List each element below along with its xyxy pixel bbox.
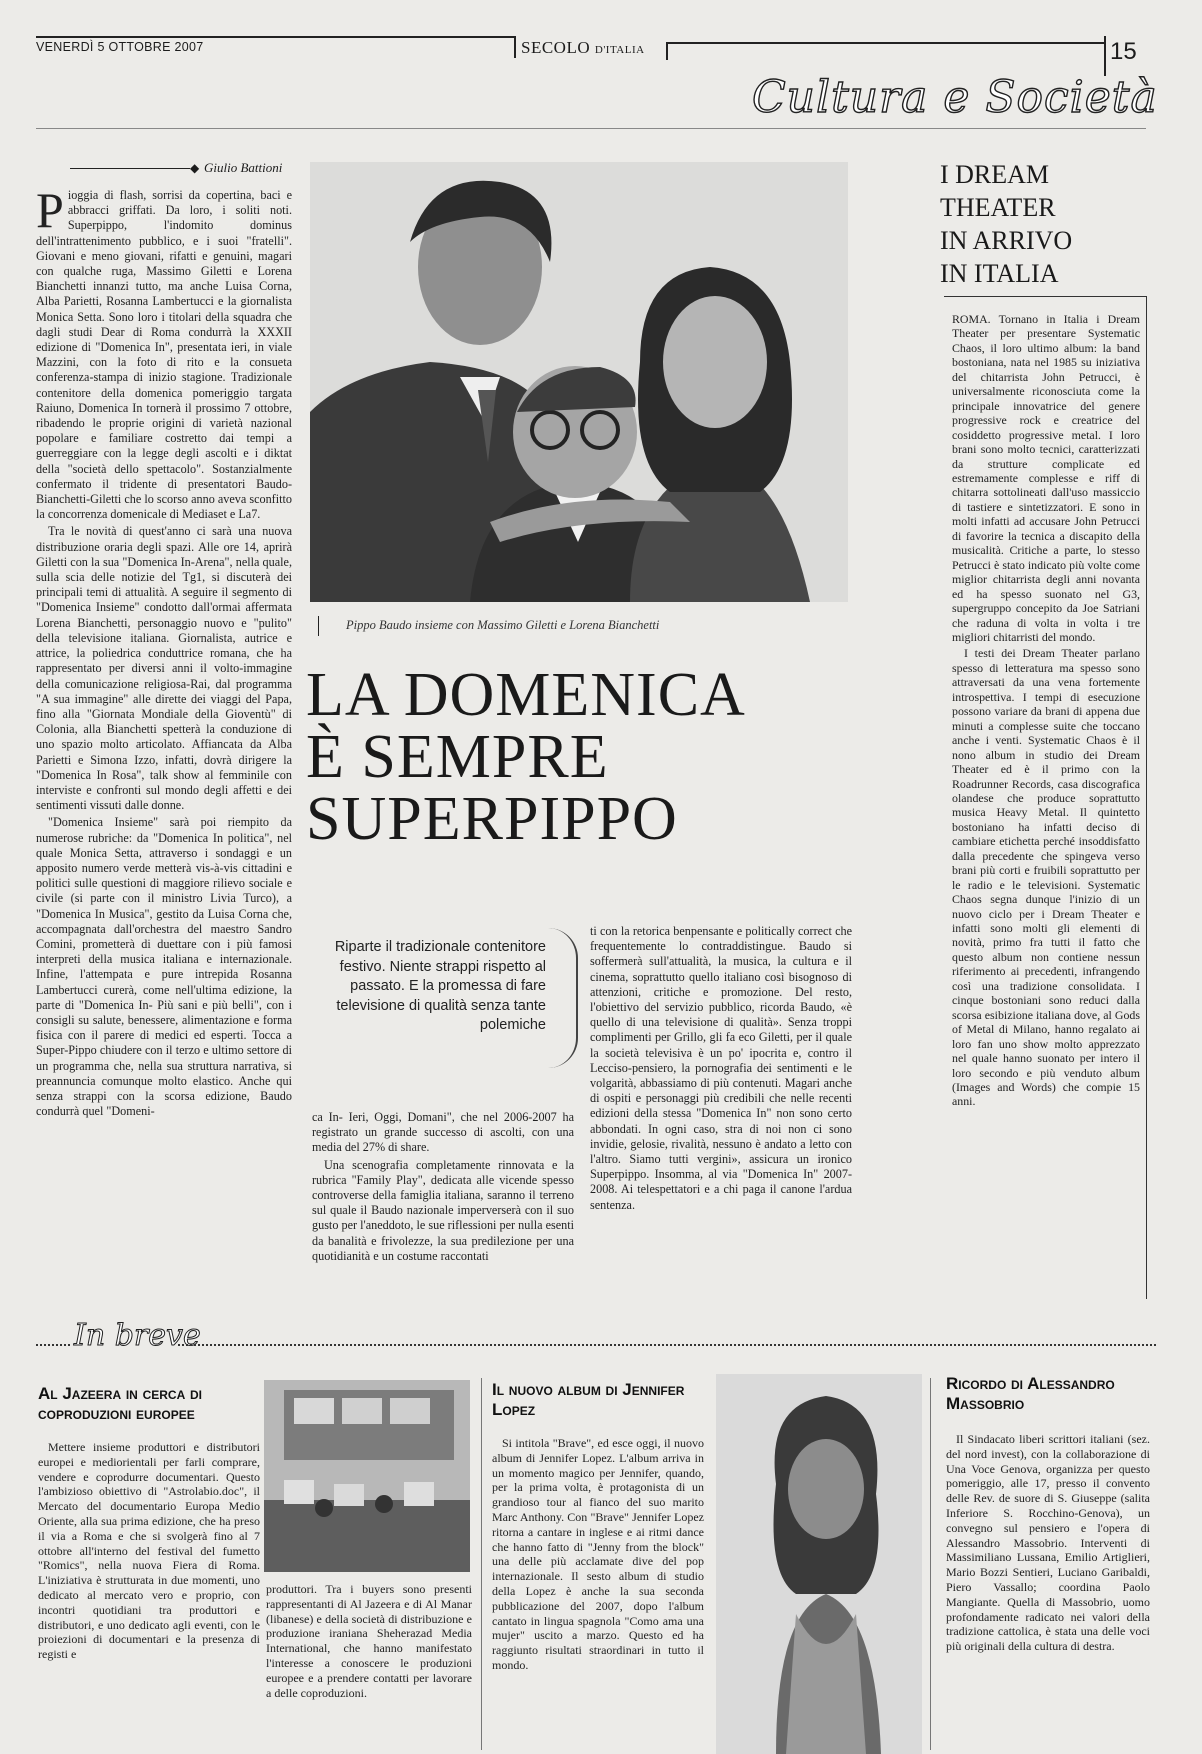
jennifer-lopez-photo-art [716, 1374, 922, 1754]
brief-text: Il Sindacato liberi scrittori italiani (sez. del nord invest), con la collaborazione di Una Voce Genova, organizza per questo pomeriggio, alle 17, presso il convento delle Rev. de suore di S. Giuseppe (salita Inferiore S. Rocchino-Genova), un convegno sul pensiero e l'opera di Alessandro Massobrio. Interventi di Massimiliano Lussana, Emilio Artiglieri, Mario Bozzi Sentieri, Luciano Garibaldi, Piero Vassallo; coordina Paolo Mangiante. Quella di Massobrio, uomo profondamente radicato nei valori della tradizione cattolica, è stata una delle voci più originali della cultura di destra. [946, 1432, 1150, 1654]
side-article-text [952, 312, 1140, 1297]
newsroom-photo-art [264, 1380, 470, 1572]
headline-line: LA DOMENICA [306, 661, 746, 729]
brief-divider [930, 1378, 931, 1750]
article-paragraph: Tra le novità di quest'anno ci sarà una nuova distribuzione oraria degli spazi. Alle ore 14, aprirà Giletti con la sua "Domenica In-Arena", nella quale, sulla scia delle notizie del Tg1, si discuterà dei principali temi di attualità. A seguire il segmento di "Domenica Insieme" condotto dall'ormai affermata Lorena Bianchetti, personaggio nuovo e "pulito" della televisione italiana. Giornalista, autrice e attrice, la poliedrica conduttrice romana, che ha rappresentato per diversi anni il volto-immagine della comunicazione religiosa-Rai, dal programma "A sua immagine" alle dirette dei viaggi del Papa, fino alla "Giornata Mondiale della Gioventù" di Colonia, alla Bianchetti spetterà la conduzione di uno spazio molto articolato. Affiancata da Alba Parietti e Simona Izzo, infatti, dovrà dirigere la "Domenica In Rosa", talk show al femminile con interviste e confronti sul mondo degli affetti e dei sentimenti vissuti dalle donne. [36, 524, 292, 813]
article-paragraph: ti con la retorica benpensante e politically correct che frequentemente lo contraddistingue. Baudo si soffermerà sull'attualità, la musica, la cultura e il cinema, soprattutto quello italiano così bisognoso di attenzioni, critiche e promozione. Del resto, l'obiettivo del servizio pubblico, ricorda Baudo, «è quello di una televisione di qualità». Senza troppi complimenti per Grillo, gli fa eco Giletti, per il quale la società televisiva è un po' ipocrita e, contro il Lecciso-pensiero, la pornografia dei sentimenti e le volgarità, abbassiamo di più contenuti. Magari anche di ospiti e personaggi più credibili che nelle recenti edizioni della stessa "Domenica In" non sono certo abbondati. In ogni caso, stra di noi non ci sono invidie, gelosie, rivalità, nessuno è andato a letto con l'altro. Siamo tutti vergini», assicura un ironico Superpippo. Insomma, al via "Domenica In" 2007-2008. Ai telespettatori e a chi paga il canone l'ardua sentenza. [590, 924, 852, 1212]
newsroom-photo [264, 1380, 470, 1572]
in-breve-rule-left [36, 1344, 70, 1346]
article-paragraph: Una scenografia completamente rinnovata e la rubrica "Family Play", dedicata alle vicende spesso controverse della famiglia italiana, saranno il terreno sul quale il Baudo nazionale imperverserà con il suo gusto per l'aneddoto, le sue riflessioni per nulla esenti da banalità e frivolezze, la sua predilezione per una quotidianità e un costume raccontati [312, 1157, 574, 1263]
in-breve-rule-right [178, 1344, 1156, 1346]
standfirst-bracket [548, 928, 578, 1068]
page-number: 15 [1110, 38, 1137, 65]
author-marker: ◆ [190, 161, 200, 175]
jennifer-lopez-photo [716, 1374, 922, 1754]
main-article-column-2 [312, 1110, 574, 1290]
masthead-divider-2 [666, 42, 668, 60]
side-paragraph-text: Tornano in Italia i Dream Theater per presentare Systematic Chaos, il loro ultimo album: la band bostoniana, nata nel 1985 su iniziativa del chitarrista John Petrucci, è universalmente riconosciuta come la principale innovatrice del genere progressive rock e creatrice del cosiddetto progressive metal. I loro brani sono molto tecnici, caratterizzati da strutture complicate ed estremamente complesse e riff di chitarra sottolineati dall'uso massiccio di tastiere e sintetizzatori. E sono in molti infatti ad accusare John Petrucci di favorire la tecnica a discapito della musicalità. Critiche a parte, lo stesso Petrucci è stato indicato più volte come miglior chitarrista degli anni novanta ed ha spesso suonato nel G3, supergruppo concepito da Joe Satriani che raduna di volta in volta i tre migliori chitarristi del mondo. [952, 312, 1140, 644]
headline-line: SUPERPIPPO [306, 785, 678, 853]
side-dateline: ROMA. [952, 312, 991, 326]
masthead-rule-right [668, 42, 1104, 44]
paper-name-main: SECOLO [521, 38, 591, 57]
masthead-date: VENERDÌ 5 OTTOBRE 2007 [36, 40, 204, 54]
section-title: Cultura e Società [752, 72, 1158, 123]
main-article-column-3 [590, 924, 852, 1290]
side-headline-line: THEATER [940, 193, 1056, 222]
brief-headline: Al Jazeera in cerca di coproduzioni europee [38, 1384, 202, 1423]
drop-cap: P [36, 188, 64, 238]
side-headline-line: IN ITALIA [940, 259, 1059, 288]
side-paragraph: I testi dei Dream Theater parlano spesso di letteratura ma spesso sono attraversati da una vena fortemente introspettiva. I tempi di esecuzione possono variare da brani di appena due minuti a complesse suite che toccano anche i venti. Systematic Chaos è il nono album in studio dei Dream Theater ed è il primo con la Roadrunner Records, casa discografica olandese che produce soprattutto musica Heavy Metal. Il quintetto bostoniano ha infatti deciso di cambiare etichetta perché insoddisfatto dalla precedente che spingeva verso brani più corti e fruibili soprattutto per le radio e le televisioni. Systematic Chaos segna dunque l'inizio di un nuovo ciclo per i Dream Theater e infatti sono molti gli elementi di novità, primo fra tutti il fatto che questo album non contiene nessun riferimento ai precedenti, infrangendo così una tradizione consolidata. I cinque bostoniani sono reduci dalla scorsa esibizione italiana dove, al Gods of Metal di Milano, hanno regalato ai loro fan uno show molto apprezzato nel quale hanno suonato per intero il loro secondo e più venduto album (Images and Words) che compie 15 anni. [952, 646, 1140, 1109]
caption-mark [318, 616, 319, 636]
brief-headline: Ricordo di Alessandro Massobrio [946, 1374, 1115, 1413]
article-author: Giulio Battioni [204, 160, 283, 175]
brief-text: Mettere insieme produttori e distributori europei e mediorientali per farli comprare, vendere e coprodurre documentari. Questo l'ambizioso obiettivo di "Astrolabio.doc", il Mercato del documentario Europa Medio Oriente, alla sua prima edizione, che ha preso il via a Roma e che si svolgerà fino al 7 ottobre all'interno del festival del fumetto "Romics", nella nuova Fiera di Roma. L'iniziativa è strutturata in due momenti, uno dedicato al mercato vero e proprio, con incontri quotidiani tra produttori e distributori, e uno dedicato agli eventi, con le proiezioni di documentari e la presenza di registi e [38, 1440, 260, 1662]
standfirst: Riparte il tradizionale contenitore festivo. Niente strappi rispetto al passato. E la promessa di fare televisione di qualità senza tante polemiche [334, 939, 546, 1033]
side-paragraph [952, 312, 1140, 644]
brief-text-continued: produttori. Tra i buyers sono presenti rappresentanti di Al Jazeera e di Al Manar (libanese) e della società di distribuzione e produzione iraniana Sheherazad Media International, che hanno manifestato l'interesse a conoscere le produzioni europee e a prendere contatti per lavorare a delle coproduzioni. [266, 1582, 472, 1700]
side-headline [940, 158, 1072, 290]
page-number-bar [1104, 36, 1106, 76]
main-headline [306, 661, 746, 853]
section-underline [36, 128, 1146, 129]
group-photo [310, 162, 848, 602]
side-headline-line: IN ARRIVO [940, 226, 1073, 255]
masthead-divider [514, 36, 516, 58]
photo-caption: Pippo Baudo insieme con Massimo Giletti e Lorena Bianchetti [346, 618, 660, 632]
side-headline-line: I DREAM [940, 160, 1050, 189]
brief-text: Si intitola "Brave", ed esce oggi, il nuovo album di Jennifer Lopez. L'album arriva in un momento magico per Jennifer, quando, per la prima volta, è protagonista di un grandioso tour al fianco del suo marito Marc Anthony. Con "Brave" Jennifer Lopez ritorna a cantare in inglese e ai ritmi dance che hanno fatto di "Jenny from the block" una delle più acclamate dive del pop internazionale. Il sesto album di studio della Lopez è anche la sua seconda pubblicazione del 2007, dopo l'album cantato in lingua spagnola "Como ama una mujer" uscito a marzo. Questo ed ha raggiunto risultati straordinari in tutto il mondo. [492, 1436, 704, 1672]
paper-name [521, 38, 645, 58]
brief-divider [481, 1378, 482, 1750]
masthead-rule-left [36, 36, 514, 38]
author-rule [70, 168, 190, 169]
in-breve-label: In breve [74, 1318, 201, 1353]
main-article-column-1 [36, 188, 292, 1288]
group-photo-art [310, 162, 848, 602]
article-paragraph: ca In- Ieri, Oggi, Domani", che nel 2006-2007 ha registrato un grande successo di ascolti, con una media del 27% di share. [312, 1110, 574, 1155]
brief-headline: Il nuovo album di Jennifer Lopez [492, 1380, 685, 1419]
headline-line: È SEMPRE [306, 723, 609, 791]
paper-name-suffix: D'ITALIA [594, 44, 645, 56]
article-paragraph: "Domenica Insieme" sarà poi riempito da numerose rubriche: da "Domenica In politica", nel quale Monica Setta, attraverso i sondaggi e un apposito numero verde metterà vis-à-vis cittadini e politici sulle questioni di maggiore rilievo sociale e civile (si parte con il ministro Livia Turco), a "Domenica In Musica", gestito da Luisa Corna che, accompagnata dall'orchestra del maestro Sandro Comini, prometterà di duettare con i più famosi interpreti della musica italiana e internazionale. Infine, l'attempata e pure intrepida Rosanna Lambertucci curerà, come nell'ultima edizione, la parte di "Domenica In- Più sani e più belli", con i consigli su salute, benessere, alimentazione e forma fisica con il parere di medici ed esperti. Tocca a Super-Pippo chiudere con il terzo e ultimo settore di un programma che, nella sua struttura narrativa, si preannuncia comunque molto elastico. Anche qui senza strappi con la scorsa edizione, Baudo condurrà quel "Domeni- [36, 815, 292, 1119]
article-paragraph: ioggia di flash, sorrisi da copertina, baci e abbracci griffati. Da loro, i soliti noti. Superpippo, l'indomito dominus dell'intrattenimento pubblico, e i suoi "fratelli". Giovani e meno giovani, rifatti e genuini, magari con qualche ruga, Massimo Giletti e Lorena Bianchetti innanzi tutto, ma anche Luisa Corna, Alba Parietti, Rosanna Lambertucci e la giornalista Monica Setta. Sono loro i titolari della squadra che dagli studi Dear di Roma condurrà la XXXII edizione di "Domenica In", presentata ieri, in viale Mazzini, con la foto di rito e la consueta conferenza-stampa di inizio stagione. Tradizionale contenitore della domenica pomeriggio targata Raiuno, Domenica In tornerà il prossimo 7 ottobre, ribadendo le proprie origini di varietà nazional popolare e familiare costretto dai tempi a guerreggiare con la legge degli ascolti e i diktat della "società dello spettacolo". Sostanzialmente confermato il tridente di presentatori Baudo-Bianchetti-Giletti che lo scorso anno aveva sconfitto la concorrenza domenicale di Mediaset e La7. [36, 188, 292, 522]
